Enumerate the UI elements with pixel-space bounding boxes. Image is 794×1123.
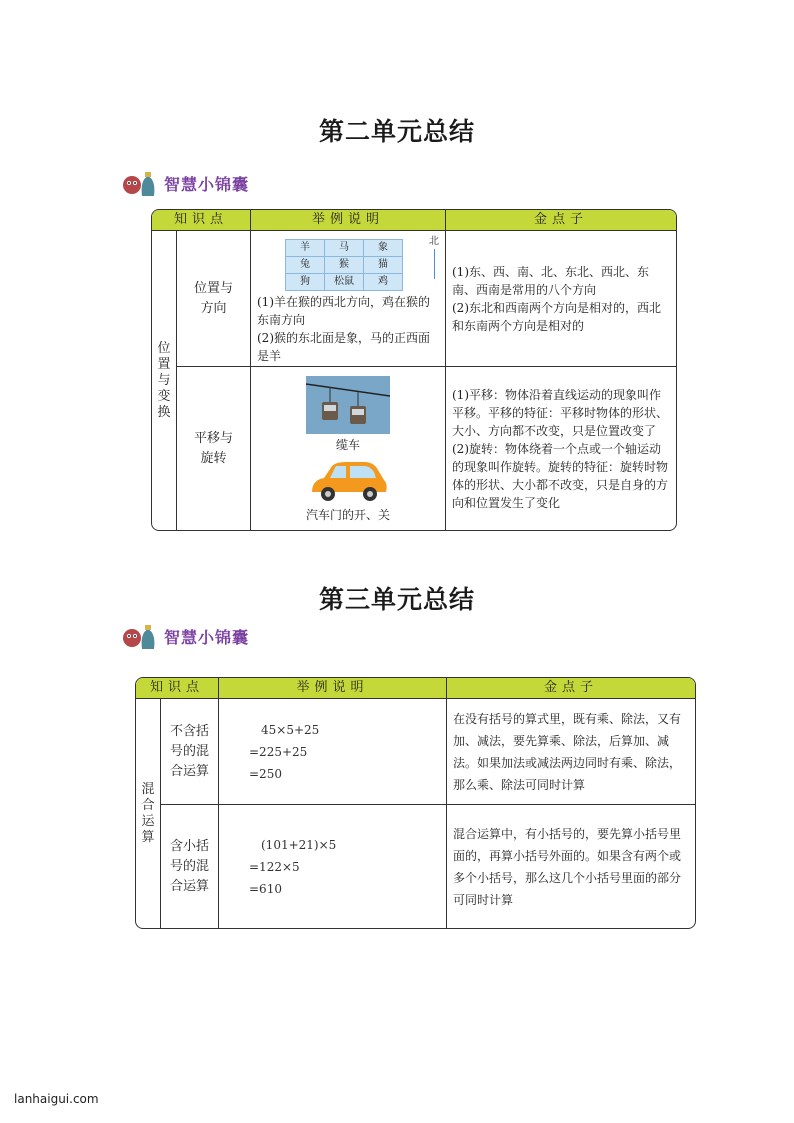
car-image xyxy=(306,456,390,504)
category-char: 合 xyxy=(141,797,155,813)
topic-line: 不含括 xyxy=(169,723,209,739)
header-knowledge: 知识点 xyxy=(136,678,218,699)
cable-car-image xyxy=(306,376,390,434)
formula-cell xyxy=(218,699,446,804)
category-char: 换 xyxy=(157,404,171,420)
header-example: 举例说明 xyxy=(218,678,446,699)
tip-text: 在没有括号的算式里，既有乘、除法，又有加、减法，要先算乘、除法，后算加、减法。如果加法或减法两边同时有乘、除法，那么乘、除法可同时计算 xyxy=(453,711,682,792)
topic-line: 旋转 xyxy=(200,450,227,466)
header-tips: 金点子 xyxy=(445,210,676,231)
north-arrow-icon xyxy=(429,237,439,279)
category-char: 算 xyxy=(141,829,155,845)
category-char: 变 xyxy=(157,388,171,404)
grid-cell: 猫 xyxy=(364,256,403,273)
formula-line: =122×5 xyxy=(249,859,300,874)
tips-cell xyxy=(446,699,695,804)
topic-cell xyxy=(160,699,218,804)
car-caption: 汽车门的开、关 xyxy=(305,507,390,522)
tip-text: (1)平移：物体沿着直线运动的现象叫作平移。平移的特征：平移时物体的形状、大小、方向都不改变，只是位置改变了 xyxy=(452,387,669,438)
mascot-icon xyxy=(120,621,158,651)
grid-cell: 象 xyxy=(364,239,403,256)
topic-cell xyxy=(176,366,250,530)
tips-cell xyxy=(446,804,695,928)
unit2-title: 第二单元总结 xyxy=(318,117,475,146)
tip-text: (1)东、西、南、北、东北、西北、东南、西南是常用的八个方向 xyxy=(452,264,649,297)
tips-cell xyxy=(445,366,676,530)
grid-cell: 猴 xyxy=(325,256,364,273)
category-cell xyxy=(152,231,176,530)
compass-label: 北 xyxy=(429,235,439,247)
formula-line: 45×5+25 xyxy=(261,722,320,737)
unit3-title: 第三单元总结 xyxy=(318,585,475,614)
example-cell xyxy=(250,231,445,366)
tip-text: (2)东北和西南两个方向是相对的，西北和东南两个方向是相对的 xyxy=(452,300,661,333)
tip-text: 混合运算中，有小括号的，要先算小括号里面的，再算小括号外面的。如果含有两个或多个小括号，那么这几个小括号里面的部分可同时计算 xyxy=(453,826,682,907)
category-char: 与 xyxy=(157,372,171,388)
topic-line: 合运算 xyxy=(169,763,209,779)
category-cell xyxy=(136,699,160,928)
unit3-badge xyxy=(120,621,249,651)
table-row xyxy=(136,804,695,928)
unit3-table xyxy=(135,677,696,929)
grid-cell: 松鼠 xyxy=(325,273,364,290)
grid-cell: 兔 xyxy=(286,256,325,273)
formula-line: =610 xyxy=(249,881,282,896)
category-char: 运 xyxy=(141,813,155,829)
category-char: 混 xyxy=(141,781,155,797)
grid-cell: 马 xyxy=(325,239,364,256)
example-cell xyxy=(250,366,445,530)
example-text: (1)羊在猴的西北方向，鸡在猴的东南方向 xyxy=(257,294,430,327)
table-header-row xyxy=(136,678,695,699)
footer-site: lanhaigui.com xyxy=(14,1092,99,1106)
grid-cell: 鸡 xyxy=(364,273,403,290)
formula-line: (101+21)×5 xyxy=(261,837,337,852)
formula-line: =250 xyxy=(249,766,282,781)
header-knowledge: 知识点 xyxy=(152,210,250,231)
unit2-table xyxy=(151,209,677,531)
topic-line: 合运算 xyxy=(169,878,209,894)
animal-grid xyxy=(285,239,403,291)
topic-line: 含小括 xyxy=(169,838,209,854)
tips-cell xyxy=(445,231,676,366)
table-row xyxy=(152,366,676,530)
tip-text: (2)旋转：物体绕着一个点或一个轴运动的现象叫作旋转。旋转的特征：旋转时物体的形状、大小都不改变，只是自身的方向和位置发生了变化 xyxy=(452,441,669,510)
header-example: 举例说明 xyxy=(250,210,445,231)
mascot-icon xyxy=(120,168,158,198)
header-tips: 金点子 xyxy=(446,678,695,699)
table-row xyxy=(152,231,676,366)
topic-line: 位置与 xyxy=(193,280,233,296)
grid-cell: 羊 xyxy=(286,239,325,256)
topic-line: 号的混 xyxy=(169,743,209,759)
example-text: (2)猴的东北面是象，马的正西面是羊 xyxy=(257,330,430,363)
grid-cell: 狗 xyxy=(286,273,325,290)
table-row xyxy=(136,699,695,804)
badge-label: 智慧小锦囊 xyxy=(164,627,250,647)
cable-car-caption: 缆车 xyxy=(335,437,360,452)
unit2-badge xyxy=(120,168,249,198)
topic-line: 号的混 xyxy=(169,858,209,874)
category-char: 置 xyxy=(157,356,171,372)
topic-line: 平移与 xyxy=(193,430,233,446)
formula-line: =225+25 xyxy=(249,744,308,759)
topic-line: 方向 xyxy=(200,300,227,316)
topic-cell xyxy=(160,804,218,928)
badge-label: 智慧小锦囊 xyxy=(164,174,250,194)
category-char: 位 xyxy=(157,340,171,356)
table-header-row xyxy=(152,210,676,231)
topic-cell xyxy=(176,231,250,366)
formula-cell xyxy=(218,804,446,928)
